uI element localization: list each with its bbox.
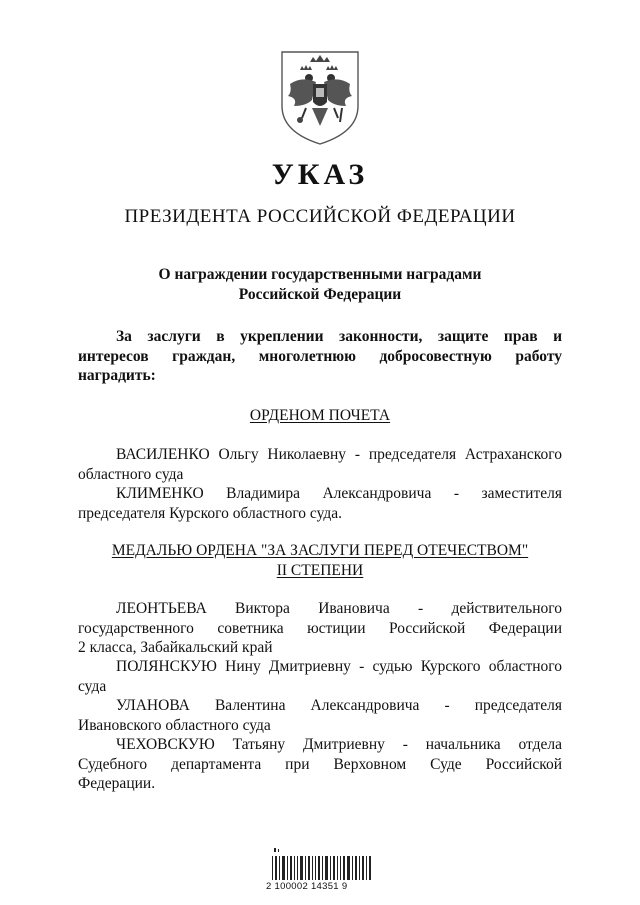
section-heading-text: ОРДЕНОМ ПОЧЕТА: [249, 407, 391, 424]
section-heading: [78, 406, 562, 426]
preamble-line: наградить:: [78, 367, 156, 384]
entry-line: ЧЕХОВСКУЮ Татьяну Дмитриевну - начальника отдела: [116, 736, 562, 753]
preamble-line: интересов граждан, многолетнюю добросовестную работу: [78, 347, 562, 365]
entry-line: Федерации.: [78, 775, 156, 792]
award-entry: [78, 599, 562, 658]
section-heading: [78, 541, 562, 580]
entry-line: ПОЛЯНСКУЮ Нину Дмитриевну - судью Курского областного: [116, 658, 562, 675]
award-entry: [78, 445, 562, 484]
entry-line: областного суда: [78, 465, 184, 483]
preamble-line: За заслуги в укреплении законности, защите прав и: [116, 328, 562, 345]
subject-line: О награждении государственными наградами: [158, 266, 482, 283]
entry-line: государственного советника юстиции Российской Федерации: [78, 619, 562, 637]
document-subject: [0, 265, 640, 305]
document-issuer: ПРЕЗИДЕНТА РОССИЙСКОЙ ФЕДЕРАЦИИ: [124, 206, 516, 227]
award-entry: [78, 735, 562, 794]
award-entry: [78, 657, 562, 696]
entry-line: 2 класса, Забайкальский край: [78, 639, 273, 656]
entry-line: КЛИМЕНКО Владимира Александровича - заместителя: [116, 485, 562, 502]
entry-line: Судебного департамента при Верховном Суде Российской: [78, 755, 562, 773]
barcode-number: 2 100002 14351 9: [266, 881, 348, 892]
entry-line: ВАСИЛЕНКО Ольгу Николаевну - председателя Астраханского: [116, 446, 562, 463]
barcode: [266, 848, 376, 880]
preamble: [78, 327, 562, 386]
state-emblem-icon: [276, 48, 364, 148]
award-entry: [78, 696, 562, 735]
award-entry: [78, 484, 562, 523]
entry-line: суда: [78, 677, 107, 695]
entry-line: УЛАНОВА Валентина Александровича - председателя: [116, 697, 562, 714]
section-heading-text: МЕДАЛЬЮ ОРДЕНА "ЗА ЗАСЛУГИ ПЕРЕД ОТЕЧЕСТВОМ": [111, 542, 529, 559]
section-heading-text: II СТЕПЕНИ: [276, 561, 364, 579]
entry-line: ЛЕОНТЬЕВА Виктора Ивановича - действительного: [116, 600, 562, 617]
document-type-title: УКАЗ: [271, 158, 369, 191]
entry-line: председателя Курского областного суда.: [78, 504, 342, 522]
entry-line: Ивановского областного суда: [78, 716, 271, 734]
subject-line: Российской Федерации: [238, 286, 402, 303]
